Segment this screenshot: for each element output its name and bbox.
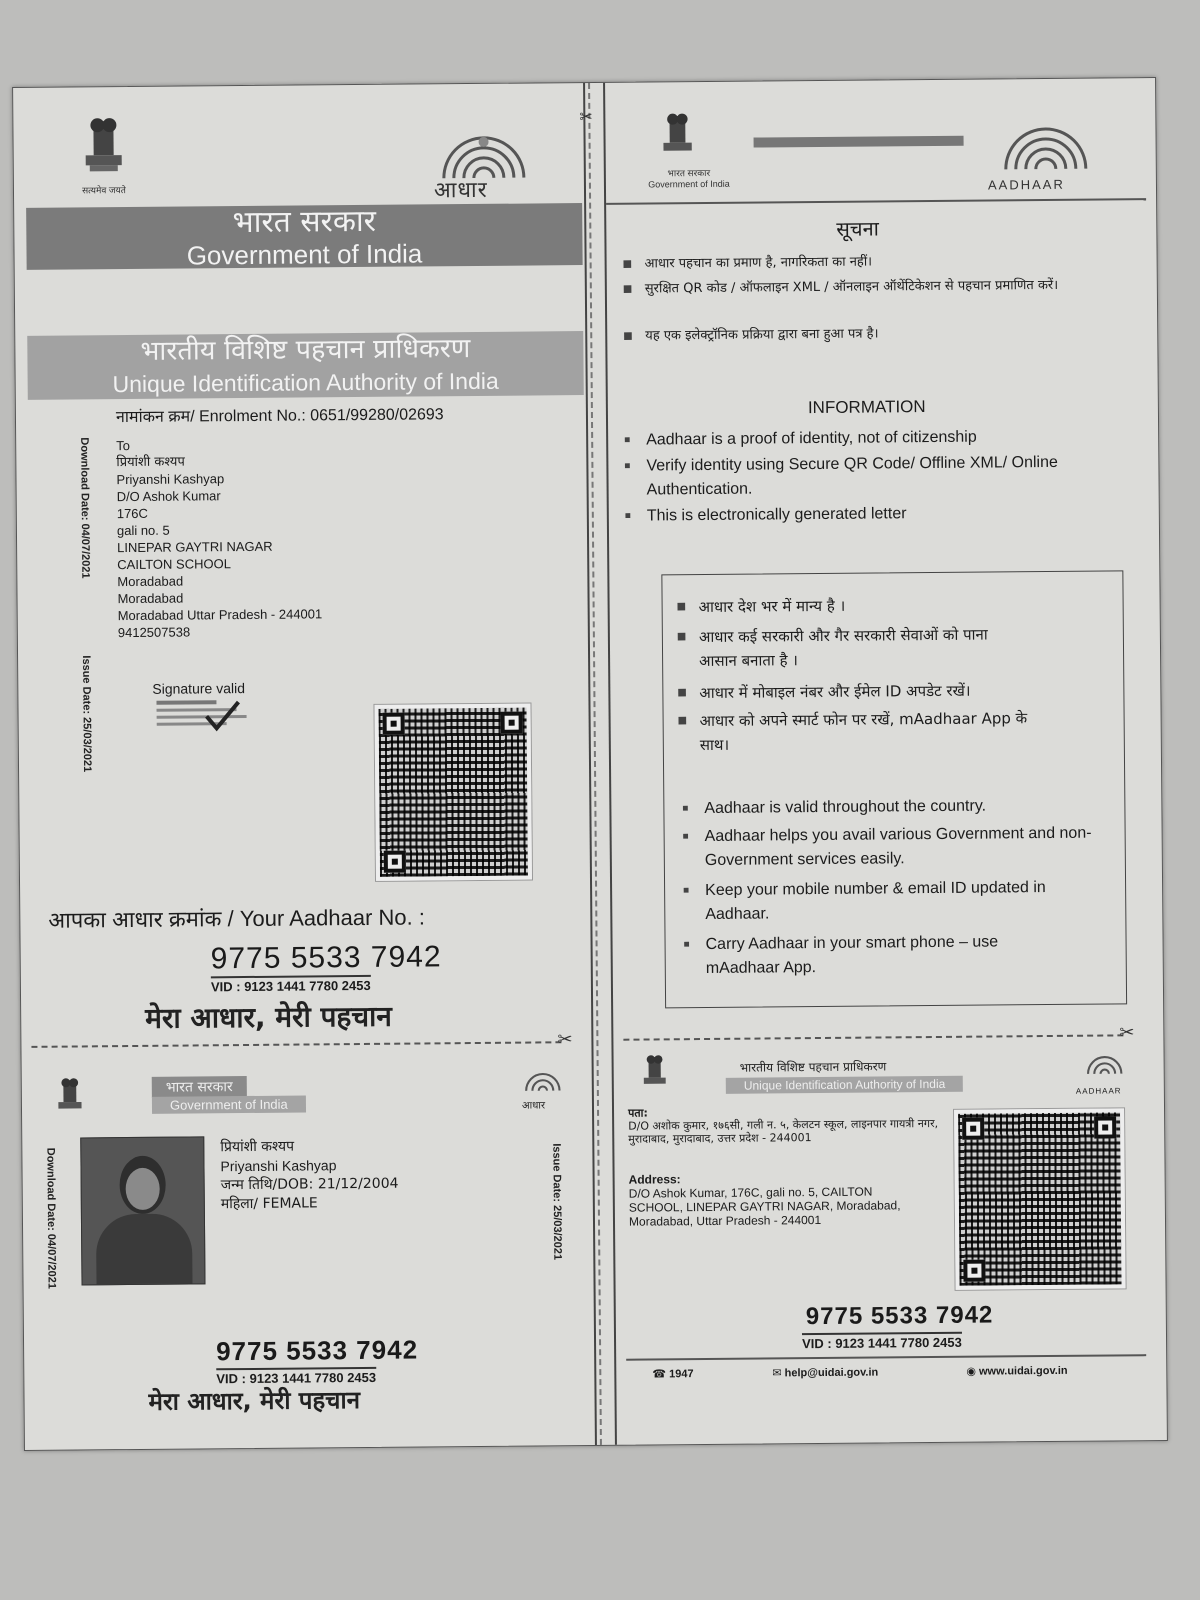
footer-email xyxy=(772,1365,878,1383)
holder-name-en: Priyanshi Kashyap xyxy=(220,1157,337,1175)
vid-number: VID : 9123 1441 7780 2453 xyxy=(211,975,371,994)
box-item-hi: ■ आधार देश भर में मान्य है । xyxy=(699,591,1109,619)
card-logo-text: AADHAAR xyxy=(1075,1086,1122,1096)
card-address-hi xyxy=(628,1104,944,1146)
card-qr-code xyxy=(954,1108,1126,1289)
aadhaar-logo-text: AADHAAR xyxy=(987,176,1065,193)
address-line: Moradabad xyxy=(117,573,184,590)
card-uidai-title-en: Unique Identification Authority of India xyxy=(726,1076,964,1094)
address-line: Moradabad Uttar Pradesh - 244001 xyxy=(117,606,323,624)
mail-icon: ✉ xyxy=(772,1367,785,1380)
phone-icon: ☎ xyxy=(652,1368,670,1381)
header-divider xyxy=(606,198,1146,205)
address-line: LINEPAR GAYTRI NAGAR xyxy=(117,538,273,556)
scissors-icon: ✂ xyxy=(579,108,593,127)
address-line: gali no. 5 xyxy=(116,522,170,539)
address-line: 176C xyxy=(116,505,148,522)
card-vid-number: VID : 9123 1441 7780 2453 xyxy=(802,1332,962,1351)
card-gov-title-en: Government of India xyxy=(152,1095,306,1113)
notice-item: ■ आधार पहचान का प्रमाण है, नागरिकता का नहीं। xyxy=(645,250,1135,274)
holder-dob: जन्म तिथि/DOB: 21/12/2004 xyxy=(220,1175,399,1194)
phone-number: 1947 xyxy=(669,1368,694,1381)
uidai-title-en: Unique Identification Authority of India xyxy=(112,367,499,398)
gov-band xyxy=(26,203,583,270)
card-aadhaar-number: 9775 5533 7942 xyxy=(805,1301,994,1331)
national-emblem-icon xyxy=(638,1052,672,1094)
card-issue-date: Issue Date: 25/03/2021 xyxy=(550,1143,564,1261)
card-aadhaar-number: 9775 5533 7942 xyxy=(215,1334,419,1367)
uidai-title-hi: भारतीय विशिष्ट पहचान प्राधिकरण xyxy=(140,333,471,367)
aadhaar-letter-sheet xyxy=(12,77,1168,1451)
national-emblem-icon xyxy=(75,115,132,181)
aadhaar-logo-icon xyxy=(1080,1052,1130,1082)
aadhaar-number-label: आपका आधार क्रमांक / Your Aadhaar No. : xyxy=(48,904,426,933)
signature-status: Signature valid xyxy=(152,680,246,697)
letter-left-half xyxy=(13,83,597,1450)
gov-title-hi: भारत सरकार xyxy=(232,203,377,241)
info-box xyxy=(661,570,1127,1008)
footer-web xyxy=(966,1363,1067,1381)
box-item-en: ■ Carry Aadhaar in your smart phone – use mAadhaar App. xyxy=(705,930,1065,981)
scissors-icon: ✂ xyxy=(557,1029,573,1050)
address-line: Priyanshi Kashyap xyxy=(116,471,225,488)
notice-item: ■ सुरक्षित QR कोड / ऑफलाइन XML / ऑनलाइन ऑथेंटिकेशन से पहचान प्रमाणित करें। xyxy=(645,274,1105,300)
card-vid-number: VID : 9123 1441 7780 2453 xyxy=(216,1367,376,1386)
cut-line xyxy=(623,1034,1123,1040)
info-title: INFORMATION xyxy=(807,397,926,418)
qr-code xyxy=(374,704,532,881)
emblem-caption-hi: भारत सरकार xyxy=(667,167,711,179)
globe-icon: ◉ xyxy=(966,1365,980,1378)
box-item-hi: ■ आधार को अपने स्मार्ट फोन पर रखें, mAadhaar App के साथ। xyxy=(700,706,1060,757)
letter-right-half xyxy=(603,78,1169,1445)
address-en-label: Address: xyxy=(628,1172,681,1187)
scissors-icon: ✂ xyxy=(1119,1022,1135,1043)
header-bar xyxy=(754,136,964,148)
cut-line xyxy=(31,1041,561,1048)
enrolment-number: नामांकन क्रम/ Enrolment No.: 0651/99280/02693 xyxy=(115,406,444,427)
address-line: To xyxy=(116,438,131,454)
info-item: ■ Aadhaar is a proof of identity, not of citizenship xyxy=(646,424,1136,452)
box-item-en: ■ Aadhaar helps you avail various Government and non-Government services easily. xyxy=(705,822,1105,873)
download-date: Download Date: 04/07/2021 xyxy=(78,437,92,579)
card-holder-details xyxy=(220,1137,398,1215)
uidai-band xyxy=(27,331,584,400)
address-line: प्रियांशी कश्यप xyxy=(116,454,185,471)
emblem-caption-en: Government of India xyxy=(648,178,730,190)
address-line: Moradabad xyxy=(117,590,184,607)
signature-check-icon xyxy=(156,698,286,733)
address-block xyxy=(116,435,322,641)
footer-divider xyxy=(626,1354,1146,1361)
address-line: 9412507538 xyxy=(117,624,191,641)
card-download-date: Download Date: 04/07/2021 xyxy=(44,1147,58,1290)
card-uidai-title-hi: भारतीय विशिष्ट पहचान प्राधिकरण xyxy=(739,1059,887,1075)
holder-name-hi: प्रियांशी कश्यप xyxy=(220,1138,295,1156)
national-emblem-icon xyxy=(52,1075,88,1119)
box-item-hi: ■ आधार कई सरकारी और गैर सरकारी सेवाओं को पाना आसान बनाता है । xyxy=(699,622,1019,673)
card-logo-text: आधार xyxy=(521,1100,546,1112)
info-item: ■ This is electronically generated letter xyxy=(647,500,1137,528)
address-line: D/O Ashok Kumar xyxy=(116,488,221,505)
notice-title: सूचना xyxy=(836,216,879,241)
footer-phone xyxy=(652,1366,693,1383)
address-hi-label: पता: xyxy=(627,1106,648,1120)
box-item-en: ■ Aadhaar is valid throughout the country. xyxy=(704,794,1104,821)
address-hi: D/O अशोक कुमार, १७६सी, गली न. ५, केलटन स्कूल, लाइनपार गायत्री नगर, मुरादाबाद, मुरादाबाद, उत्तर प्रदेश - 244001 xyxy=(628,1116,939,1146)
box-item-en: ■ Keep your mobile number & email ID updated in Aadhaar. xyxy=(705,876,1105,927)
holder-photo xyxy=(80,1136,205,1285)
box-item-hi: ■ आधार में मोबाइल नंबर और ईमेल ID अपडेट रखें। xyxy=(699,677,1109,705)
address-en: D/O Ashok Kumar, 176C, gali no. 5, CAILTON SCHOOL, LINEPAR GAYTRI NAGAR, Moradabad, Moradabad, Uttar Pradesh - 244001 xyxy=(628,1184,901,1229)
card-gov-title-hi: भारत सरकार xyxy=(152,1076,247,1098)
slogan: मेरा आधार, मेरी पहचान xyxy=(145,999,393,1035)
email-address: help@uidai.gov.in xyxy=(784,1366,879,1380)
card-address-en xyxy=(629,1170,919,1229)
card-slogan: मेरा आधार, मेरी पहचान xyxy=(148,1386,361,1416)
gov-title-en: Government of India xyxy=(186,238,423,271)
emblem-caption xyxy=(624,166,754,190)
emblem-caption: सत्यमेव जयते xyxy=(82,185,126,196)
national-emblem-icon xyxy=(655,110,699,164)
holder-gender: महिला/ FEMALE xyxy=(220,1195,318,1213)
website: www.uidai.gov.in xyxy=(978,1364,1068,1378)
aadhaar-number: 9775 5533 7942 xyxy=(210,940,442,976)
aadhaar-logo-text: आधार xyxy=(433,176,488,203)
aadhaar-logo-icon xyxy=(518,1069,568,1099)
address-line: CAILTON SCHOOL xyxy=(117,556,231,573)
info-item: ■ Verify identity using Secure QR Code/ Offline XML/ Online Authentication. xyxy=(646,450,1136,502)
notice-item: ■ यह एक इलेक्ट्रॉनिक प्रक्रिया द्वारा बना हुआ पत्र है। xyxy=(645,322,1135,346)
issue-date: Issue Date: 25/03/2021 xyxy=(80,655,94,773)
